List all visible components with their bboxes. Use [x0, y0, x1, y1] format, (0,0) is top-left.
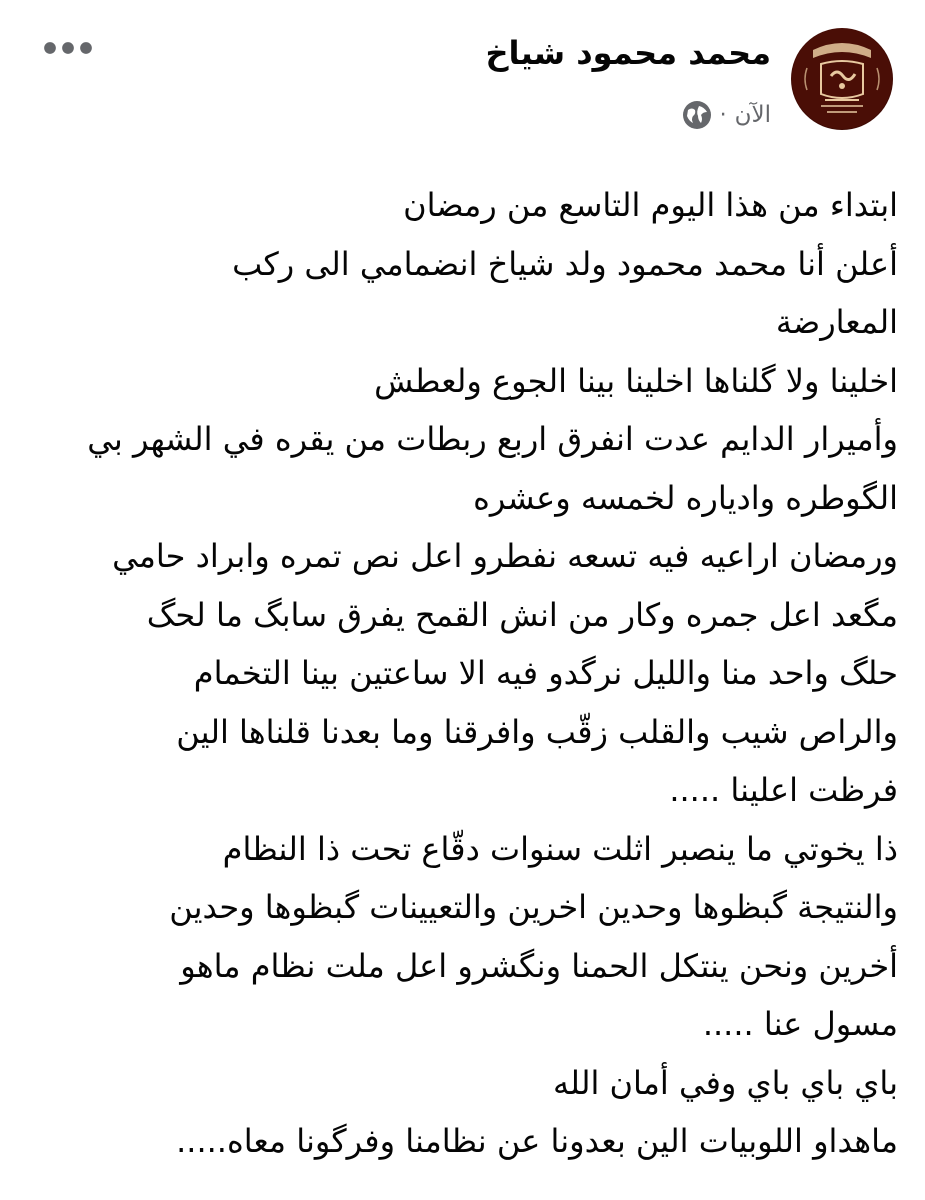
meta-separator: · — [719, 102, 727, 128]
avatar-calligraphy-emblem-icon — [791, 28, 893, 130]
post-line: ورمضان اراعيه فيه تسعه نفطرو اعل نص تمره وابراد حامي — [112, 537, 898, 575]
post-line: والراص شيب والقلب زقّب وافرقنا وما بعدنا قلناها الين — [176, 712, 898, 751]
post-line: باي باي باي وفي أمان الله — [552, 1063, 898, 1102]
more-options-icon — [40, 39, 96, 57]
author-name[interactable]: محمد محمود شياخ — [485, 34, 771, 72]
post-line: أخرين ونحن ينتكل الحمنا ونگشرو اعل ملت نظام ماهو — [180, 946, 898, 985]
post-timestamp[interactable]: الآن — [734, 102, 771, 128]
post-text — [30, 176, 898, 1171]
post-line: مگعد اعل جمره وكار من انش القمح يفرق سابگ ما لحگ — [146, 595, 898, 634]
globe-icon[interactable] — [682, 100, 712, 130]
post-line: حلگ واحد منا والليل نرگدو فيه الا ساعتين بينا التخمام — [193, 654, 898, 692]
post-line: ابتداء من هذا اليوم التاسع من رمضان — [403, 186, 898, 224]
post-line: فرظت اعلينا ..... — [669, 771, 898, 809]
post-line: المعارضة — [775, 303, 898, 341]
avatar[interactable] — [791, 28, 893, 130]
post-line: ذا يخوتي ما ينصبر اثلت سنوات دقّاع تحت ذا النظام — [222, 829, 898, 868]
post-line: والنتيجة گبظوها وحدين اخرين والتعيينات گبظوها وحدين — [169, 888, 898, 926]
post-line: مسول عنا ..... — [702, 1005, 898, 1043]
post-header — [0, 0, 925, 150]
post-line: اخلينا ولا گلناها اخلينا بينا الجوع ولعطش — [374, 361, 898, 400]
more-options-button[interactable] — [38, 30, 98, 66]
post-line: ماهداو اللوبيات الين بعدونا عن نظامنا وفرگونا معاه..... — [176, 1122, 898, 1160]
post-line: وأميرار الدايم عدت انفرق اربع ربطات من يقره في الشهر بي — [87, 420, 898, 458]
post-line: الگوطره وادياره لخمسه وعشره — [473, 478, 898, 517]
post-line: أعلن أنا محمد محمود ولد شياخ انضمامي الى ركب — [232, 244, 898, 283]
post-meta — [682, 100, 771, 130]
